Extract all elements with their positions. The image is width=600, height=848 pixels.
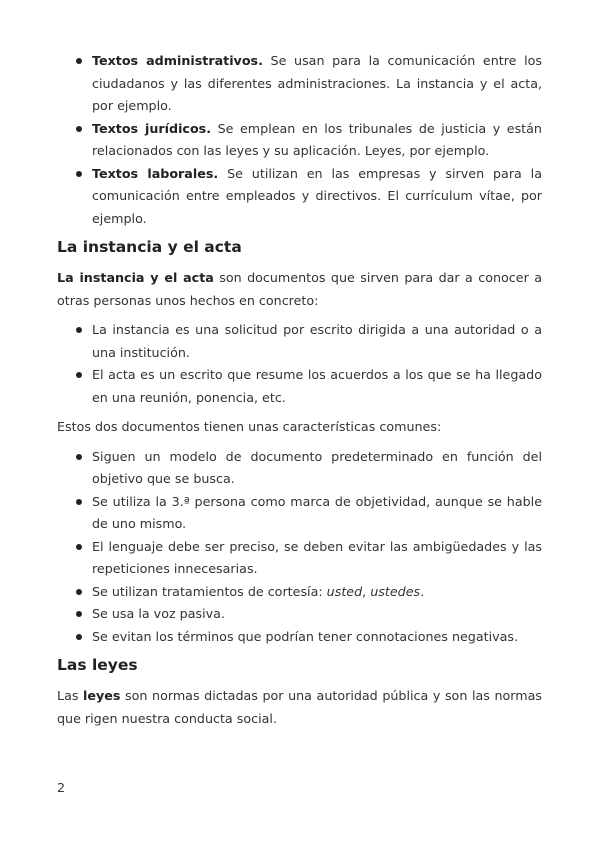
courtesy-separator: ,	[362, 583, 371, 599]
courtesy-prefix: Se utilizan tratamientos de cortesía:	[92, 583, 327, 599]
list-item-text: Se usa la voz pasiva.	[92, 606, 225, 621]
bullet-icon	[76, 171, 82, 177]
intro-bold: La instancia y el acta	[57, 270, 214, 285]
list-item	[57, 491, 542, 536]
list-item-term: Textos jurídicos.	[92, 120, 212, 136]
list-item-term: Textos laborales.	[92, 165, 219, 181]
list-item	[57, 446, 542, 491]
bullet-icon	[76, 611, 82, 617]
leyes-bold: leyes	[83, 688, 121, 703]
leyes-pre: Las	[57, 688, 84, 703]
list-item-text: Se utilizan en las empresas y sirven para la comunicación entre empleados y directivos. El currículum vítae, por ejemplo.	[92, 165, 542, 226]
list-item-text: El lenguaje debe ser preciso, se deben evitar las ambigüedades y las repeticiones innecesarias.	[92, 538, 542, 576]
courtesy-ustedes: ustedes	[370, 583, 421, 599]
common-intro: Estos dos documentos tienen unas características comunes:	[57, 419, 442, 434]
bullet-icon	[76, 126, 82, 132]
documents-list	[57, 319, 542, 409]
list-item-text: El acta es un escrito que resume los acuerdos a los que se ha llegado en una reunión, ponencia, etc.	[92, 367, 542, 405]
list-item-text: La instancia es una solicitud por escrito dirigida a una autoridad o a una institución.	[92, 322, 542, 360]
list-item-term: Textos administrativos.	[92, 53, 263, 68]
bullet-icon	[76, 454, 82, 460]
list-item	[57, 364, 542, 409]
section-heading-instancia: La instancia y el acta	[57, 238, 242, 256]
document-page	[57, 50, 542, 730]
list-item	[57, 581, 542, 604]
leyes-text: son normas dictadas por una autoridad pública y son las normas que rigen nuestra conducta social.	[57, 688, 542, 726]
courtesy-end: .	[420, 583, 425, 599]
page-number: 2	[57, 780, 66, 795]
list-item-text: Se evitan los términos que podrían tener connotaciones negativas.	[92, 628, 519, 644]
bullet-icon	[76, 327, 82, 333]
courtesy-usted: usted	[326, 583, 363, 599]
list-item-text: Se emplean en los tribunales de justicia y están relacionados con las leyes y su aplicación. Leyes, por ejemplo.	[92, 120, 542, 158]
bullet-icon	[76, 372, 82, 378]
bullet-icon	[76, 589, 82, 595]
bullet-icon	[76, 499, 82, 505]
features-list	[57, 446, 542, 649]
bullet-icon	[76, 544, 82, 550]
list-item-text: Se utiliza la 3.ª persona como marca de objetividad, aunque se hable de uno mismo.	[92, 493, 542, 531]
list-item	[57, 536, 542, 581]
bullet-icon	[76, 58, 82, 64]
text-types-list	[57, 50, 542, 230]
intro-text: son documentos que sirven para dar a conocer a otras personas unos hechos en concreto:	[57, 270, 542, 308]
intro-paragraph	[57, 267, 542, 312]
list-item	[57, 163, 542, 231]
section-heading-leyes: Las leyes	[57, 656, 138, 674]
bullet-icon	[76, 634, 82, 640]
leyes-paragraph	[57, 685, 542, 730]
list-item	[57, 603, 542, 626]
list-item-text: Siguen un modelo de documento predeterminado en función del objetivo que se busca.	[92, 448, 542, 486]
list-item	[57, 626, 542, 649]
list-item	[57, 118, 542, 163]
list-item-text: Se usan para la comunicación entre los ciudadanos y las diferentes administraciones. La instancia y el acta, por ejemplo.	[92, 53, 542, 113]
list-item	[57, 319, 542, 364]
list-item	[57, 50, 542, 118]
